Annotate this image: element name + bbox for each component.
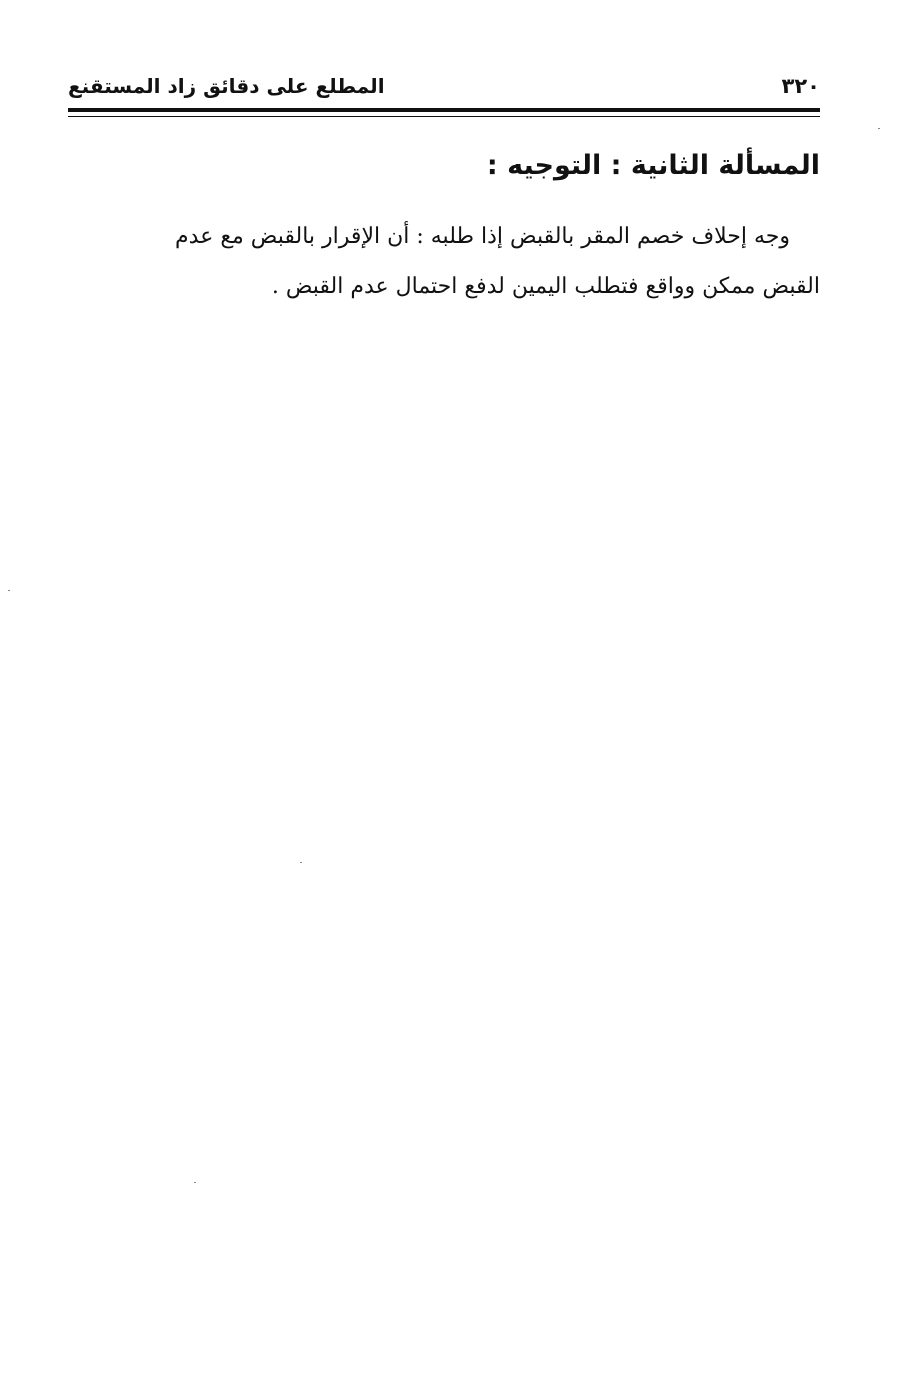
scan-speck bbox=[8, 590, 10, 591]
book-title: المطلع على دقائق زاد المستقنع bbox=[68, 74, 385, 98]
header-rule-thick bbox=[68, 108, 820, 112]
scan-speck bbox=[300, 862, 302, 863]
scan-speck bbox=[878, 128, 880, 129]
section-heading: المسألة الثانية : التوجيه : bbox=[486, 150, 820, 181]
header-rule-thin bbox=[68, 116, 820, 117]
scan-speck bbox=[194, 1182, 196, 1183]
page-number: ٣٢٠ bbox=[781, 74, 820, 98]
body-line: القبض ممكن وواقع فتطلب اليمين لدفع احتمال عدم القبض . bbox=[271, 274, 820, 299]
running-header bbox=[68, 72, 820, 104]
body-paragraph bbox=[72, 212, 820, 312]
body-line: وجه إحلاف خصم المقر بالقبض إذا طلبه : أن الإقرار بالقبض مع عدم bbox=[175, 224, 790, 249]
